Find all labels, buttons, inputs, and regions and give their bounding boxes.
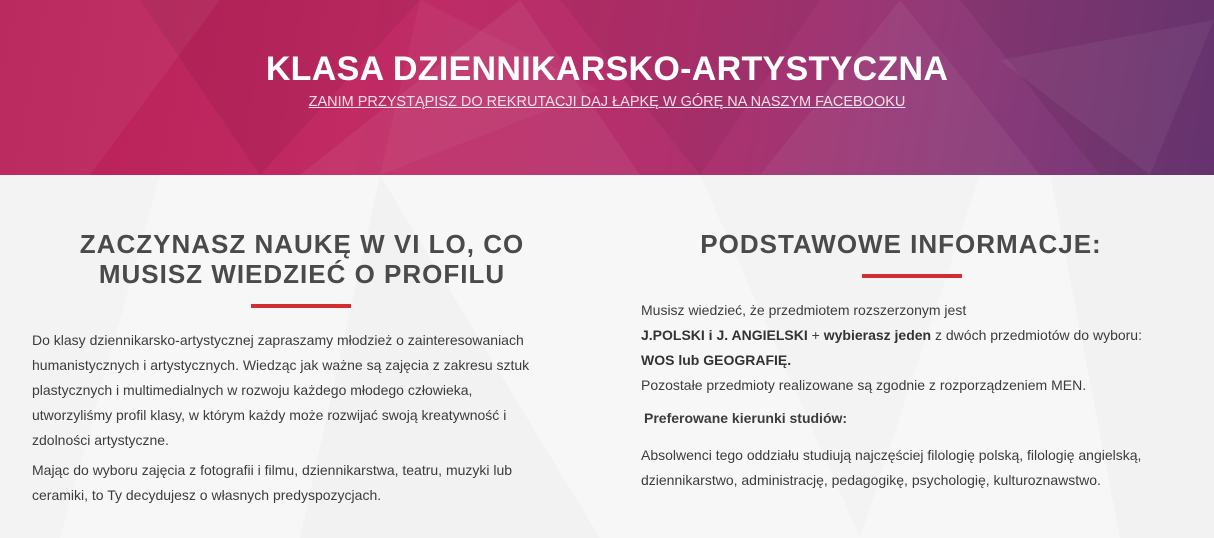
graduates-info: Absolwenci tego oddziału studiują najczęściej filologię polską, filologię angielską, dziennikarstwo, administrację, pedagogikę, psychologię, kulturoznawstwo. <box>641 447 1142 488</box>
subjects-info: Musisz wiedzieć, że przedmiotem rozszerzonym jest J.POLSKI i J. ANGIELSKI + wybierasz jeden z dwóch przedmiotów do wyboru: WOS lub GEOGRAFIĘ. Pozostałe przedmioty realizowane są zgodnie z rozporządzeniem MEN. <box>641 302 1142 393</box>
heading-divider <box>862 274 962 278</box>
preferred-studies-label: Preferowane kierunki studiów: <box>644 410 848 426</box>
hero-banner <box>0 0 1214 175</box>
page-title: KLASA DZIENNIKARSKO-ARTYSTYCZNA <box>265 50 949 88</box>
basic-info-heading: PODSTAWOWE INFORMACJE: <box>700 229 1102 259</box>
main-content <box>0 175 1214 538</box>
facebook-link[interactable]: ZANIM PRZYSTĄPISZ DO REKRUTACJI DAJ ŁAPKĘ W GÓRĘ NA NASZYM FACEBOOKU <box>308 94 906 110</box>
profile-description: Do klasy dziennikarsko-artystycznej zapraszamy młodzież o zainteresowaniach humanistycznych i artystycznych. Wiedząc jak ważne są zajęcia z zakresu sztuk plastycznych i multimedialnych w rozwoju każdego młodego człowieka, utworzyliśmy profil klasy, w którym każdy może rozwijać swoją kreatywność i zdolności artystyczne. <box>32 332 530 448</box>
profile-heading: ZACZYNASZ NAUKĘ W VI LO, CO MUSISZ WIEDZIEĆ O PROFILU <box>79 229 525 289</box>
heading-divider <box>251 304 351 308</box>
profile-choices: Mając do wyboru zajęcia z fotografii i filmu, dziennikarstwa, teatru, muzyki lub ceramiki, to Ty decydujesz o własnych predyspozycjach. <box>32 462 513 503</box>
